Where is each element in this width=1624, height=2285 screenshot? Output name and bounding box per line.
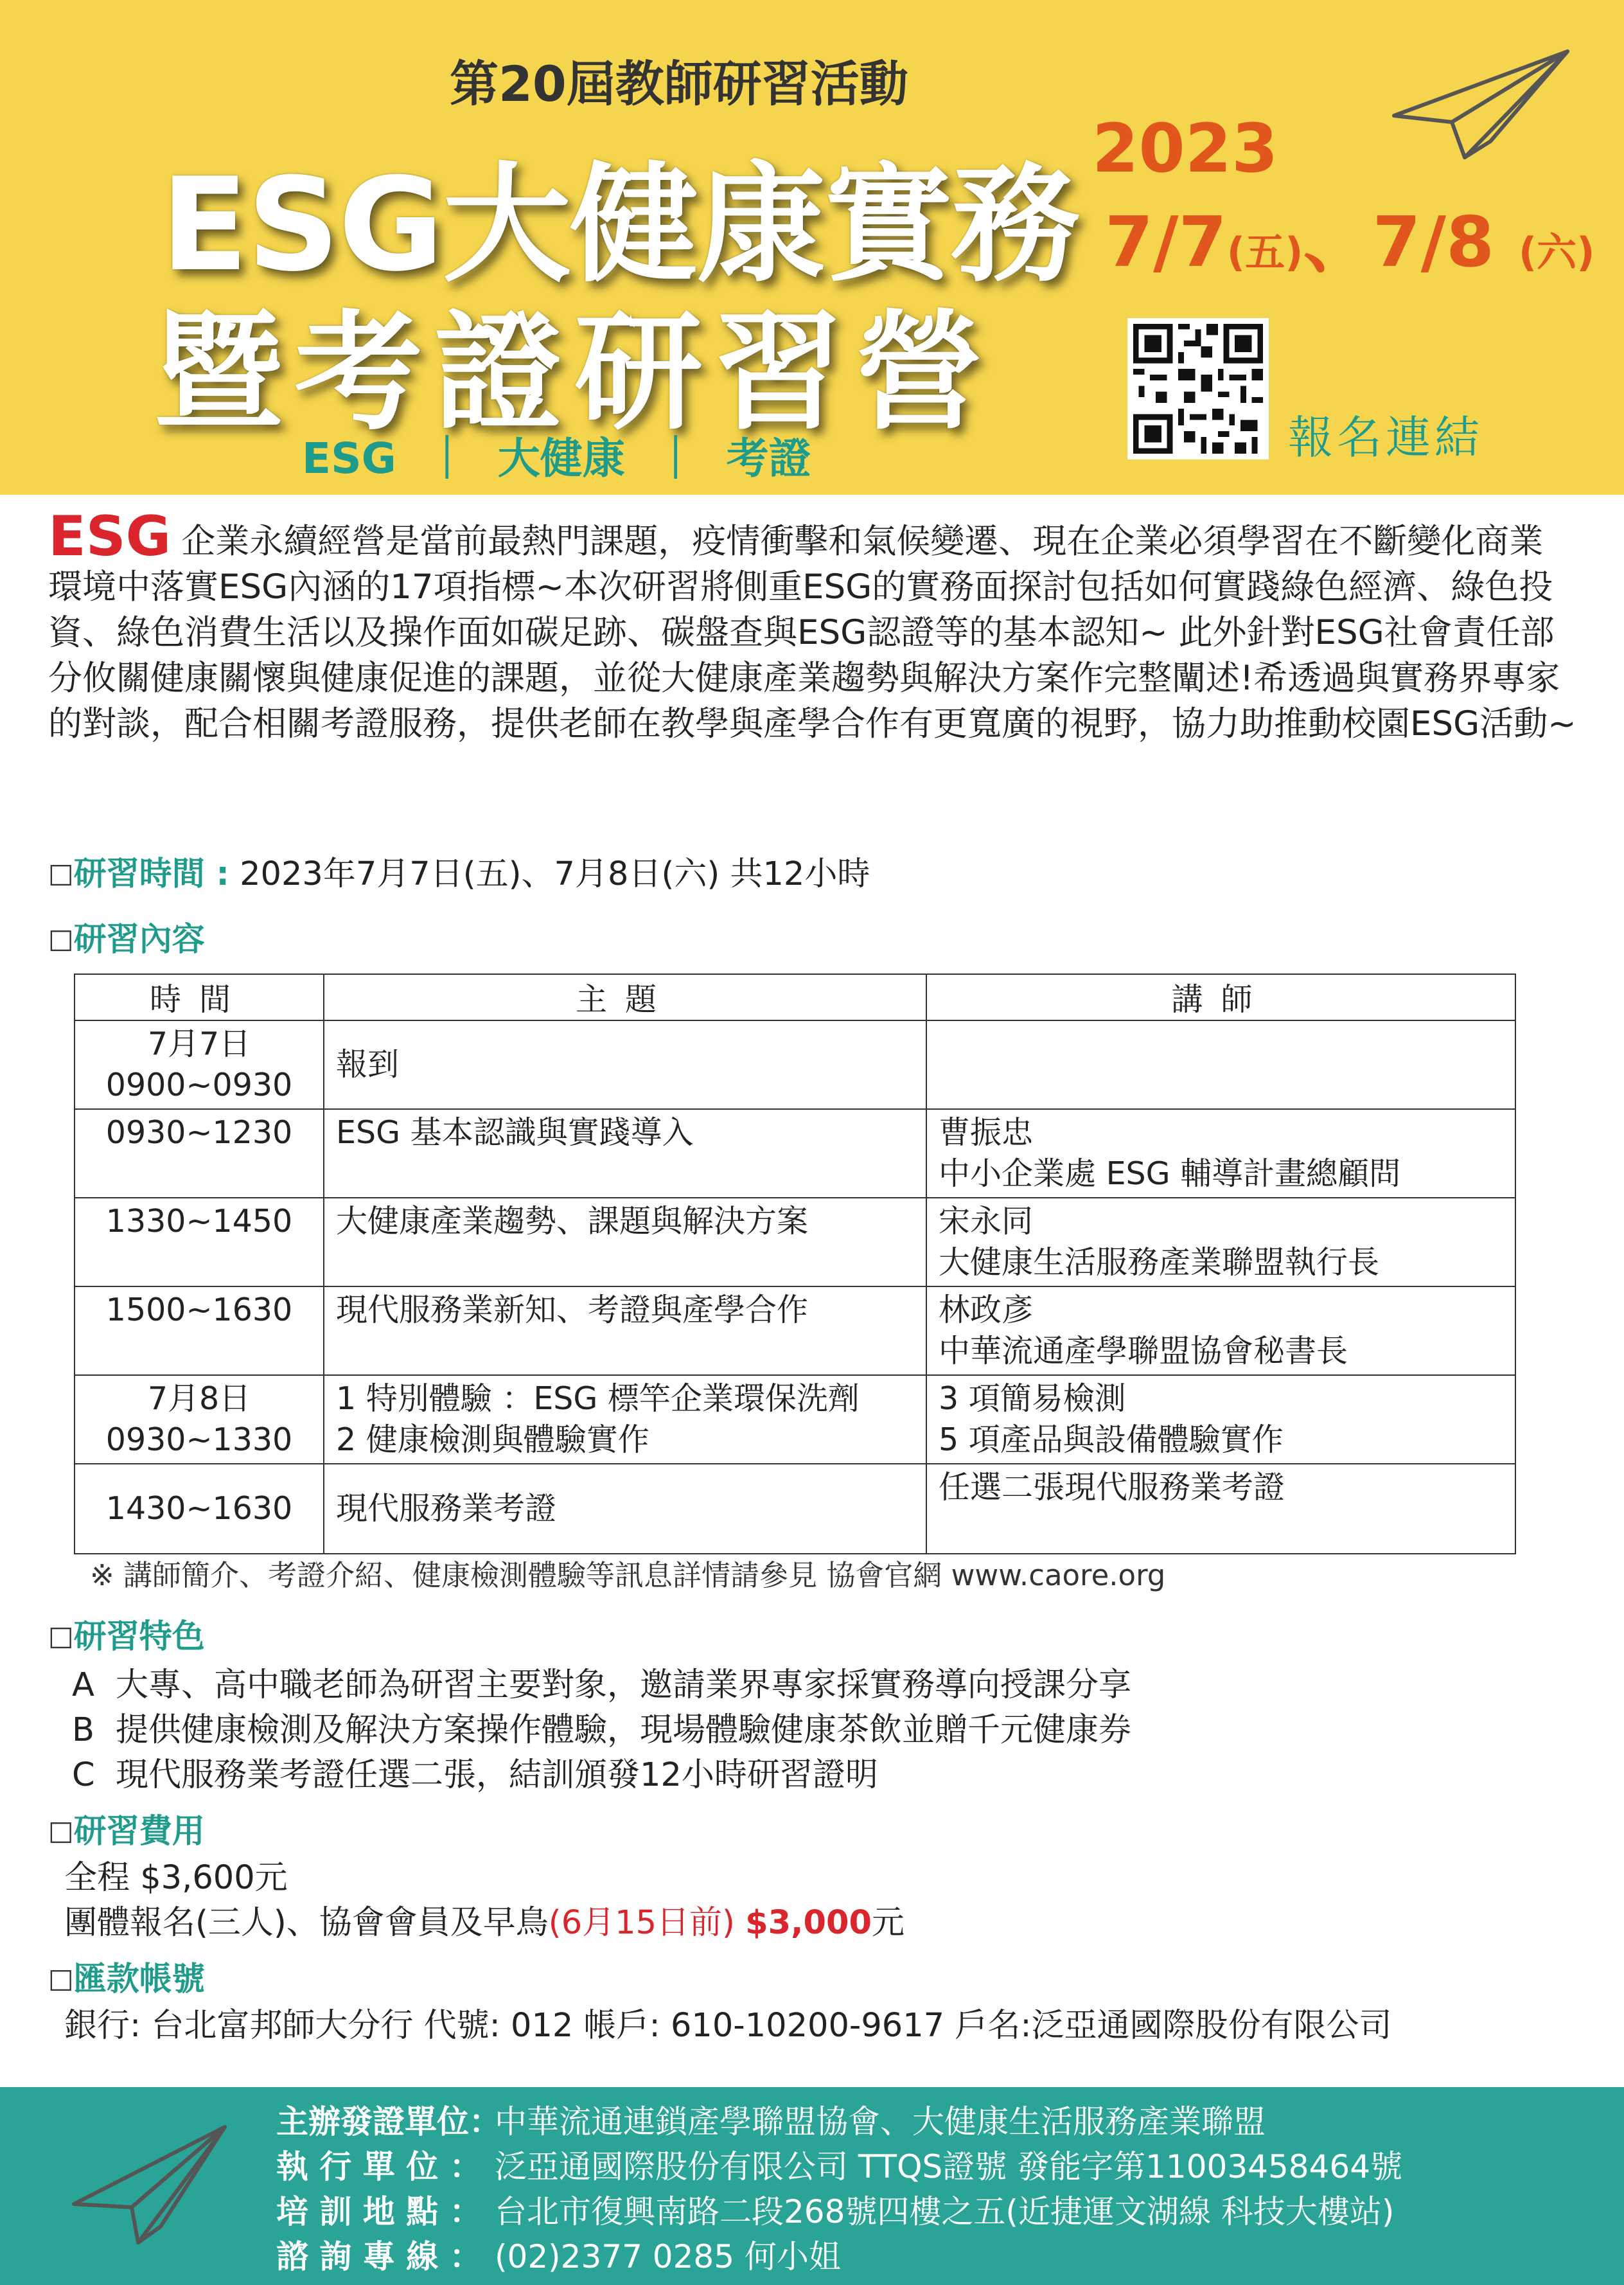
cell-speaker	[926, 1198, 1515, 1286]
cell-time	[75, 1198, 324, 1286]
time-line1: 7月8日	[147, 1380, 251, 1417]
checkbox-marker: □	[48, 1620, 74, 1651]
features-label: 研習特色	[73, 1618, 205, 1656]
paper-plane-icon	[64, 2117, 238, 2246]
table-row	[75, 1109, 1515, 1198]
footer-executor	[276, 2141, 1402, 2187]
footer-organizer	[276, 2096, 1266, 2142]
fee-label: 研習費用	[73, 1813, 205, 1851]
intro-paragraph	[48, 504, 1577, 747]
feature-item	[72, 1748, 878, 1795]
topic-line1: 現代服務業新知、考證與產學合作	[336, 1292, 809, 1328]
paper-plane-icon	[1381, 45, 1574, 161]
fee-unit: 元	[871, 1904, 905, 1942]
time-line1: 7月7日	[147, 1026, 251, 1062]
intro-text: 企業永續經營是當前最熱門課題，疫情衝擊和氣候變遷、現在企業必須學習在不斷變化商業環境中落實ESG內涵的17項指標~本次研習將側重ESG的實務面探討包括如何實踐綠色經濟、綠色投資、綠色消費生活以及操作面如碳足跡、碳盤查與ESG認證等的基本認知~ 此外針對ESG社會責任部分攸關健康關懷與健康促進的課題，並從大健康產業趨勢與解決方案作完整闡述!希透過與實務界專家的對談，配合相關考證服務，提供老師在教學與產學合作有更寬廣的視野，協力助推動校園ESG活動~	[48, 522, 1576, 743]
time-line1: 1430~1630	[105, 1490, 293, 1527]
cell-speaker	[926, 1375, 1515, 1464]
checkbox-marker: □	[48, 1962, 74, 1994]
table-row	[75, 1286, 1515, 1375]
fee-discount	[64, 1896, 905, 1943]
cell-time	[75, 1286, 324, 1375]
features-heading	[48, 1610, 205, 1657]
footer-location	[276, 2186, 1394, 2232]
topic-line1: 1 特別體驗 ：ESG 標竿企業環保洗劑	[336, 1380, 860, 1417]
footer-label: 諮 詢 專 線 ：	[276, 2238, 482, 2275]
speaker-name: 宋永同	[939, 1203, 1034, 1240]
speaker-name: 任選二張現代服務業考證	[939, 1469, 1285, 1506]
feature-key: C	[72, 1756, 95, 1794]
speaker-name: 曹振忠	[939, 1114, 1034, 1151]
header-speaker: 講師	[926, 974, 1515, 1020]
fee-discount-text: 團體報名(三人)、協會會員及早鳥	[64, 1904, 549, 1942]
event-dates	[1105, 186, 1595, 286]
event-year: 2023	[1092, 109, 1278, 188]
topic-line1: 大健康產業趨勢、課題與解決方案	[336, 1203, 809, 1240]
cell-time	[75, 1375, 324, 1464]
checkbox-marker: □	[48, 1815, 74, 1846]
schedule-time-label: 研習時間 :	[73, 855, 229, 893]
feature-key: A	[72, 1666, 94, 1704]
register-link[interactable]: 報名連結	[1288, 411, 1483, 464]
speaker-name: 林政彥	[939, 1292, 1034, 1328]
speaker-title: 大健康生活服務產業聯盟執行長	[939, 1244, 1380, 1281]
intro-lead: ESG	[48, 504, 172, 569]
cell-topic	[324, 1286, 926, 1375]
cell-speaker	[926, 1286, 1515, 1375]
time-line1: 1500~1630	[105, 1292, 293, 1328]
time-line2: 0930~1330	[105, 1421, 293, 1458]
feature-text: 現代服務業考證任選二張，結訓頒發12小時研習證明	[116, 1756, 878, 1794]
footer-label: 培 訓 地 點 ：	[276, 2193, 482, 2230]
footer-label: 主辦發證單位：	[276, 2103, 501, 2140]
event-subtitle: 第20屆教師研習活動	[450, 55, 908, 112]
feature-text: 提供健康檢測及解決方案操作體驗，現場體驗健康茶飲並贈千元健康券	[116, 1711, 1132, 1749]
table-row	[75, 1020, 1515, 1109]
cell-topic	[324, 1198, 926, 1286]
footer-contact	[276, 2231, 841, 2277]
header-time: 時間	[75, 974, 324, 1020]
footer-value: 台北市復興南路二段268號四樓之五(近捷運文湖線 科技大樓站)	[495, 2193, 1395, 2230]
content-heading	[48, 912, 205, 960]
feature-text: 大專、高中職老師為研習主要對象，邀請業界專家採實務導向授課分享	[116, 1666, 1132, 1704]
time-line2: 0900~0930	[105, 1067, 293, 1103]
schedule-time-row	[48, 847, 870, 894]
cell-speaker	[926, 1464, 1515, 1554]
speaker-title: 中小企業處 ESG 輔導計畫總顧問	[939, 1155, 1401, 1192]
feature-key: B	[72, 1711, 94, 1749]
date-separator: 、	[1303, 202, 1373, 283]
footer-label: 執 行 單 位 ：	[276, 2148, 482, 2185]
table-row	[75, 1375, 1515, 1464]
date-day1: 7/7	[1105, 202, 1227, 283]
account-label: 匯款帳號	[73, 1960, 205, 1998]
table-header-row	[75, 974, 1515, 1020]
header-banner	[0, 0, 1624, 495]
cell-topic	[324, 1109, 926, 1198]
fee-discount-price: $3,000	[745, 1904, 872, 1942]
cell-time	[75, 1464, 324, 1554]
date-day2: 7/8	[1372, 202, 1495, 283]
fee-full: 全程 $3,600元	[64, 1859, 288, 1897]
table-row	[75, 1464, 1515, 1554]
feature-item	[72, 1658, 1131, 1705]
cell-topic	[324, 1464, 926, 1554]
footer-value: 泛亞通國際股份有限公司 TTQS證號 發能字第11003458464號	[495, 2148, 1403, 2185]
account-heading	[48, 1952, 205, 2000]
topic-line2: 2 健康檢測與體驗實作	[336, 1421, 649, 1458]
speaker-title: 5 項產品與設備體驗實作	[939, 1421, 1284, 1458]
date-day1-weekday: (五)	[1226, 229, 1303, 276]
schedule-table	[74, 974, 1516, 1554]
table-note: ※ 講師簡介、考證介紹、健康檢測體驗等訊息詳情請參見 協會官網 www.caore.org	[90, 1558, 1166, 1592]
content-label: 研習內容	[73, 921, 205, 959]
date-day2-weekday: (六)	[1518, 229, 1595, 276]
fee-deadline: (6月15日前)	[548, 1904, 735, 1942]
cell-topic	[324, 1020, 926, 1109]
time-line1: 0930~1230	[105, 1114, 293, 1151]
cell-speaker	[926, 1020, 1515, 1109]
checkbox-marker: □	[48, 923, 74, 954]
fee-heading	[48, 1804, 205, 1852]
footer-value: 中華流通連鎖產學聯盟協會、大健康生活服務產業聯盟	[495, 2103, 1266, 2140]
event-tagline: ESG ｜ 大健康 ｜ 考證	[302, 434, 811, 483]
topic-line1: ESG 基本認識與實踐導入	[336, 1114, 694, 1151]
cell-time	[75, 1109, 324, 1198]
topic-line1: 報到	[336, 1046, 400, 1083]
time-line1: 1330~1450	[105, 1203, 293, 1240]
topic-line1: 現代服務業考證	[336, 1490, 557, 1527]
checkbox-marker: □	[48, 857, 74, 889]
account-details: 銀行: 台北富邦師大分行 代號: 012 帳戶: 610-10200-9617 戶名:泛亞通國際股份有限公司	[64, 2007, 1392, 2045]
speaker-title: 中華流通產學聯盟協會秘書長	[939, 1333, 1348, 1369]
speaker-name: 3 項簡易檢測	[939, 1380, 1126, 1417]
event-title-line1: ESG大健康實務	[161, 150, 1079, 300]
cell-time	[75, 1020, 324, 1109]
header-topic: 主題	[324, 974, 926, 1020]
event-title-line2: 暨考證研習營	[154, 298, 995, 448]
schedule-time-value: 2023年7月7日(五)、7月8日(六) 共12小時	[240, 855, 870, 893]
footer-value: (02)2377 0285 何小姐	[495, 2238, 841, 2275]
qr-code-icon[interactable]	[1127, 318, 1269, 459]
cell-topic	[324, 1375, 926, 1464]
table-row	[75, 1198, 1515, 1286]
cell-speaker	[926, 1109, 1515, 1198]
feature-item	[72, 1703, 1131, 1750]
